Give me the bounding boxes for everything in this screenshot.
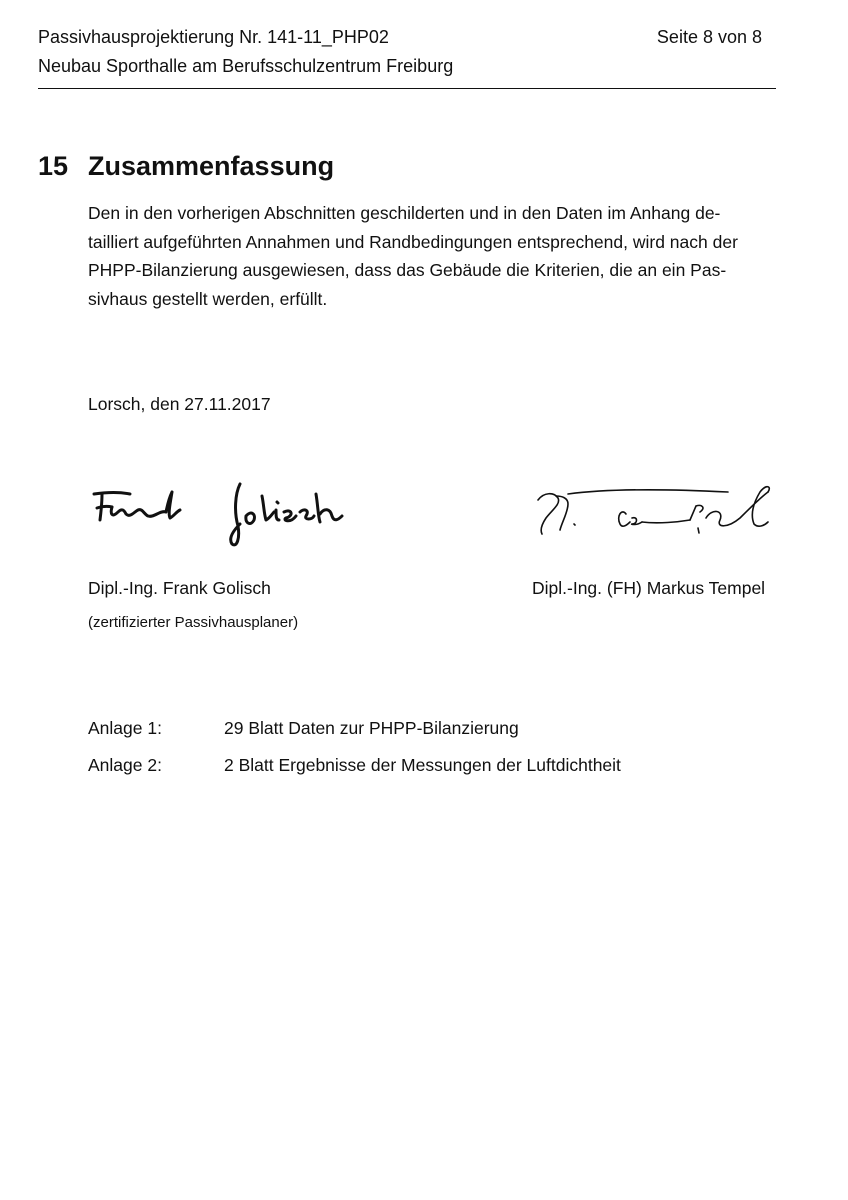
attachment-label: Anlage 2: <box>88 755 162 775</box>
header-project: Passivhausprojektierung Nr. 141-11_PHP02 <box>38 27 389 47</box>
place-date: Lorsch, den 27.11.2017 <box>88 394 271 414</box>
signer-role-golisch: (zertifizierter Passivhausplaner) <box>88 614 299 631</box>
paragraph-line: sivhaus gestellt werden, erfüllt. <box>88 288 328 309</box>
paragraph-line: tailliert aufgeführten Annahmen und Randbedingungen entsprechend, wird nach der <box>88 231 738 252</box>
header-divider <box>38 88 776 89</box>
summary-paragraph <box>88 199 738 313</box>
paragraph-line: Den in den vorherigen Abschnitten geschilderten und in den Daten im Anhang de- <box>88 203 721 223</box>
header-page-number: Seite 8 von 8 <box>656 27 762 47</box>
paragraph-line: PHPP-Bilanzierung ausgewiesen, dass das Gebäude die Kriterien, die an ein Pas- <box>88 260 727 280</box>
section-title: Zusammenfassung <box>88 151 335 181</box>
attachment-description: 29 Blatt Daten zur PHPP-Bilanzierung <box>224 718 519 738</box>
attachment-label: Anlage 1: <box>88 718 162 738</box>
section-number: 15 <box>38 151 69 181</box>
attachment-description: 2 Blatt Ergebnisse der Messungen der Luftdichtheit <box>224 755 621 775</box>
signature-tempel <box>528 478 788 550</box>
signer-name-tempel: Dipl.-Ing. (FH) Markus Tempel <box>532 578 766 598</box>
header-building: Neubau Sporthalle am Berufsschulzentrum Freiburg <box>38 56 454 76</box>
signature-golisch <box>88 472 388 562</box>
signer-name-golisch: Dipl.-Ing. Frank Golisch <box>88 578 271 598</box>
